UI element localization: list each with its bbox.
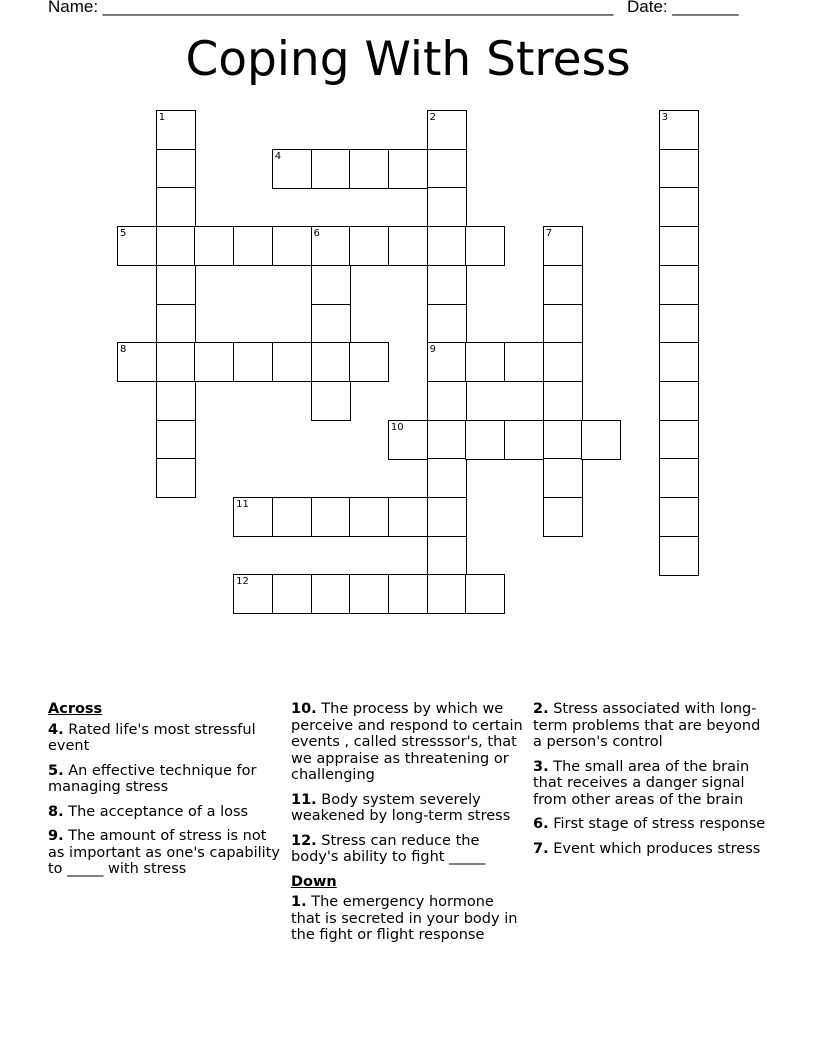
grid-cell[interactable] (311, 304, 351, 344)
grid-cell[interactable] (349, 497, 389, 537)
grid-cell[interactable] (659, 458, 699, 498)
grid-cell[interactable] (427, 265, 467, 305)
grid-cell[interactable] (659, 420, 699, 460)
puzzle-title: Coping With Stress (185, 32, 631, 87)
grid-cell[interactable] (465, 226, 505, 266)
clue-column-3 (533, 701, 773, 865)
clue-number-label: 12 (236, 576, 249, 588)
grid-cell[interactable] (311, 342, 351, 382)
grid-cell[interactable] (233, 226, 273, 266)
grid-cell[interactable] (659, 304, 699, 344)
across-clue-9 (48, 828, 280, 878)
clue-column-2 (291, 701, 527, 952)
date-line: Date: _______ (627, 0, 739, 16)
across-heading: Across (48, 701, 103, 717)
grid-cell[interactable] (388, 226, 428, 266)
grid-cell[interactable] (659, 265, 699, 305)
grid-cell[interactable] (311, 265, 351, 305)
clue-text: The emergency hormone that is secreted in your body in the fight or flight response (291, 894, 518, 943)
grid-cell[interactable] (311, 381, 351, 421)
grid-cell[interactable] (543, 497, 583, 537)
grid-cell[interactable] (427, 187, 467, 227)
clue-number-label: 10 (390, 421, 404, 433)
grid-cell[interactable] (311, 574, 351, 614)
clue-number-label: 3 (661, 112, 669, 123)
clue-number-label: 11 (236, 499, 249, 510)
clue-number: 11. (291, 791, 317, 808)
down-clue-1 (291, 894, 527, 944)
grid-cell[interactable] (349, 149, 389, 189)
clue-number-label: 2 (429, 112, 436, 123)
grid-cell[interactable] (311, 149, 351, 189)
clue-text: First stage of stress response (553, 816, 766, 832)
clue-text: The process by which we perceive and respond to certain events , called stresssor's, that we appraise as threatening or challenging (291, 701, 523, 783)
down-clue-7 (533, 841, 773, 858)
clue-number-label: 8 (120, 344, 127, 356)
grid-cell[interactable] (659, 187, 699, 227)
grid-cell[interactable] (349, 574, 389, 614)
clue-number: 5. (48, 762, 64, 779)
clue-number: 10. (291, 701, 317, 717)
clue-text: Event which produces stress (553, 840, 761, 857)
grid-cell[interactable] (465, 342, 505, 382)
clue-number-label: 7 (545, 228, 553, 240)
clue-number-label: 9 (429, 344, 436, 356)
grid-cell[interactable] (388, 149, 428, 189)
grid-cell[interactable] (465, 574, 505, 614)
grid-cell[interactable] (272, 574, 312, 614)
grid-cell[interactable] (272, 226, 312, 266)
grid-cell[interactable] (427, 497, 467, 537)
grid-cell[interactable] (156, 149, 196, 189)
grid-cell[interactable] (388, 574, 428, 614)
across-clue-5 (48, 763, 280, 796)
across-clue-8 (48, 804, 280, 821)
grid-cell[interactable] (156, 458, 196, 498)
clue-number-label: 1 (158, 112, 166, 123)
grid-cell[interactable] (349, 226, 389, 266)
grid-cell[interactable] (504, 420, 544, 460)
grid-cell[interactable] (156, 420, 196, 460)
grid-cell[interactable] (427, 458, 467, 498)
grid-cell[interactable] (427, 381, 467, 421)
clue-text: The amount of stress is not as important as one's capability to _____ with stress (48, 828, 280, 877)
clue-text: The acceptance of a loss (68, 803, 249, 820)
clue-number: 4. (48, 721, 64, 738)
down-heading: Down (291, 873, 337, 890)
clue-text: The small area of the brain that receives a danger signal from other areas of the brain (533, 758, 750, 808)
grid-cell[interactable] (659, 536, 699, 576)
clue-text: Stress can reduce the body's ability to fight _____ (291, 832, 486, 865)
grid-cell[interactable] (427, 574, 467, 614)
grid-cell[interactable] (659, 497, 699, 537)
grid-cell[interactable] (427, 304, 467, 344)
clue-number-label: 5 (120, 228, 127, 240)
grid-cell[interactable] (427, 420, 467, 460)
grid-cell[interactable] (504, 342, 544, 382)
grid-cell[interactable] (388, 497, 428, 537)
grid-cell[interactable] (659, 342, 699, 382)
grid-cell[interactable] (233, 342, 273, 382)
grid-cell[interactable] (349, 342, 389, 382)
clue-number: 6. (533, 816, 549, 832)
grid-cell[interactable] (465, 420, 505, 460)
clue-number-label: 4 (274, 150, 282, 162)
down-clue-2 (533, 701, 773, 751)
grid-cell[interactable] (272, 497, 312, 537)
grid-cell[interactable] (543, 304, 583, 344)
grid-cell[interactable] (543, 265, 583, 305)
clue-text: An effective technique for managing stress (48, 762, 257, 795)
grid-cell[interactable] (194, 342, 234, 382)
across-clue-4 (48, 722, 280, 755)
down-clue-3 (533, 759, 773, 809)
grid-cell[interactable] (543, 420, 583, 460)
grid-cell[interactable] (543, 381, 583, 421)
clue-text: Rated life's most stressful event (48, 721, 256, 754)
grid-cell[interactable] (272, 342, 312, 382)
grid-cell[interactable] (581, 420, 621, 460)
clue-text: Stress associated with long-term problems that are beyond a person's control (533, 701, 761, 750)
clue-number-label: 6 (313, 228, 320, 240)
grid-cell[interactable] (659, 226, 699, 266)
grid-cell[interactable] (156, 226, 196, 266)
grid-cell[interactable] (156, 381, 196, 421)
clue-number: 3. (533, 758, 549, 775)
grid-cell[interactable] (156, 304, 196, 344)
grid-cell[interactable] (659, 381, 699, 421)
across-clue-11 (291, 792, 527, 825)
clue-number: 7. (533, 840, 549, 857)
clue-column-1 (48, 701, 280, 886)
across-clue-12 (291, 833, 527, 866)
grid-cell[interactable] (156, 342, 196, 382)
grid-cell[interactable] (427, 149, 467, 189)
grid-cell[interactable] (427, 226, 467, 266)
clue-number: 2. (533, 701, 549, 717)
grid-cell[interactable] (156, 187, 196, 227)
grid-cell[interactable] (427, 536, 467, 576)
clue-text: Body system severely weakened by long-term stress (291, 791, 511, 824)
across-clue-10 (291, 701, 527, 784)
grid-cell[interactable] (659, 149, 699, 189)
clue-number: 8. (48, 803, 64, 820)
name-line: Name: ______________________________________________________ (48, 0, 614, 16)
grid-cell[interactable] (543, 458, 583, 498)
grid-cell[interactable] (311, 497, 351, 537)
grid-cell[interactable] (194, 226, 234, 266)
grid-cell[interactable] (543, 342, 583, 382)
clue-number: 12. (291, 832, 317, 849)
clue-number: 9. (48, 828, 64, 844)
clue-number: 1. (291, 894, 307, 910)
down-clue-6 (533, 816, 773, 833)
grid-cell[interactable] (156, 265, 196, 305)
